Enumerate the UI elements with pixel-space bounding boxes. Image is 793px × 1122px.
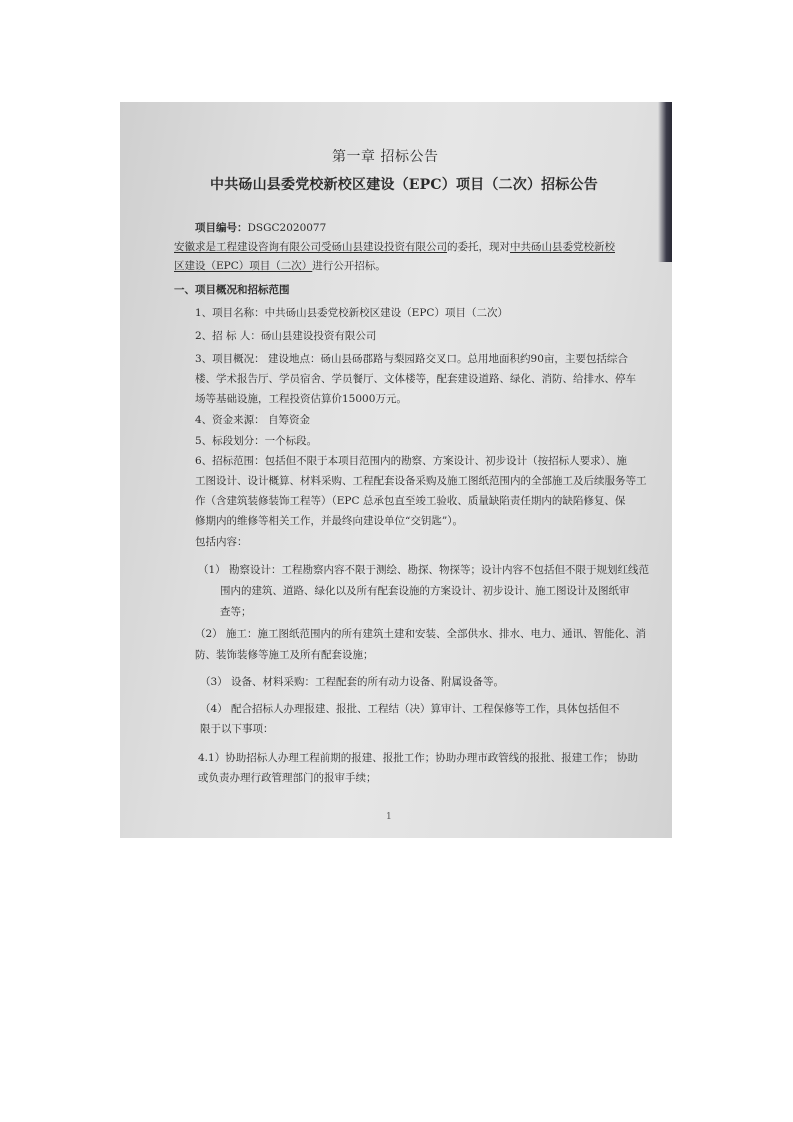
project-number (195, 222, 326, 235)
sub41-line-2: 或负责办理行政管理部门的报审手续； (198, 772, 377, 784)
sub41-line-1: 4.1）协助招标人办理工程前期的报建、报批工作；协助办理市政管线的报批、报建工作； 协助 (198, 752, 639, 764)
document-photo (120, 102, 672, 838)
main-title: 中共砀山县委党校新校区建设（EPC）项目（二次）招标公告 (210, 177, 598, 193)
entrust-text: 受砀山县建设投资有限公司 (321, 241, 447, 253)
agent-name: 安徽求是工程建设咨询有限公司 (174, 241, 321, 253)
item-fund-source: 4、资金来源： 自筹资金 (195, 414, 311, 426)
item-overview-line-3: 场等基础设施，工程投资估算价15000万元。 (195, 393, 407, 405)
item-project-name: 1、项目名称：中共砀山县委党校新校区建设（EPC）项目（二次） (195, 307, 508, 319)
item-scope-line-4: 修期内的维修等相关工作，并最终向建设单位“交钥匙”）。 (195, 515, 463, 527)
sub1-line-2: 围内的建筑、道路、绿化以及所有配套设施的方案设计、初步设计、施工图设计及图纸审 (220, 585, 630, 597)
chapter-title: 第一章 招标公告 (332, 149, 439, 165)
item-scope-line-2: 工图设计、设计概算、材料采购、工程配套设备采购及施工图纸范围内的全部施工及后续服务等工 (195, 475, 647, 487)
item-tenderer: 2、招 标 人：砀山县建设投资有限公司 (195, 330, 377, 342)
intro-line-2: 区建设（EPC）项目（二次）进行公开招标。 (174, 260, 386, 272)
sub1-line-3: 查等； (220, 606, 252, 618)
intro-line-1: 安徽求是工程建设咨询有限公司受砀山县建设投资有限公司的委托，现对中共砀山县委党校新校 (174, 241, 615, 253)
item-overview-line-2: 楼、学术报告厅、学员宿舍、学员餐厅、文体楼等，配套建设道路、绿化、消防、给排水、停车 (195, 373, 636, 385)
sub1-line-1: （1） 勘察设计：工程勘察内容不限于测绘、勘探、物探等；设计内容不包括但不限于规划红线范 (198, 564, 650, 576)
page-number: 1 (386, 812, 392, 822)
sub3-line: （3） 设备、材料采购：工程配套的所有动力设备、附属设备等。 (200, 676, 505, 688)
sub4-line-2: 限于以下事项： (200, 723, 274, 735)
item-overview-line-1: 3、项目概况： 建设地点：砀山县砀郡路与梨园路交叉口。总用地面积约90亩，主要包括综合 (195, 353, 628, 365)
project-number-value: DSGC2020077 (247, 222, 327, 234)
project-name-link: 中共砀山县委党校新校 (510, 241, 615, 253)
sub2-line-2: 防、装饰装修等施工及所有配套设施； (195, 649, 374, 661)
item-scope-line-3: 作（含建筑装修装饰工程等）（EPC 总承包直至竣工验收、质量缺陷责任期内的缺陷修复、保 (195, 495, 626, 507)
sub4-line-1: （4） 配合招标人办理报建、报批、工程结（决）算审计、工程保修等工作，具体包括但不 (200, 703, 620, 715)
item-scope-line-1: 6、招标范围：包括但不限于本项目范围内的勘察、方案设计、初步设计（按招标人要求）、施 (195, 455, 627, 467)
section1-heading: 一、项目概况和招标范围 (174, 284, 290, 296)
item-lot-division: 5、标段划分：一个标段。 (195, 435, 318, 447)
sub2-line-1: （2） 施工：施工图纸范围内的所有建筑土建和安装、全部供水、排水、电力、通讯、智能化、消 (195, 628, 647, 640)
project-number-label: 项目编号： (195, 222, 248, 234)
photo-edge-shadow (658, 102, 672, 262)
includes-heading: 包括内容： (195, 536, 248, 548)
